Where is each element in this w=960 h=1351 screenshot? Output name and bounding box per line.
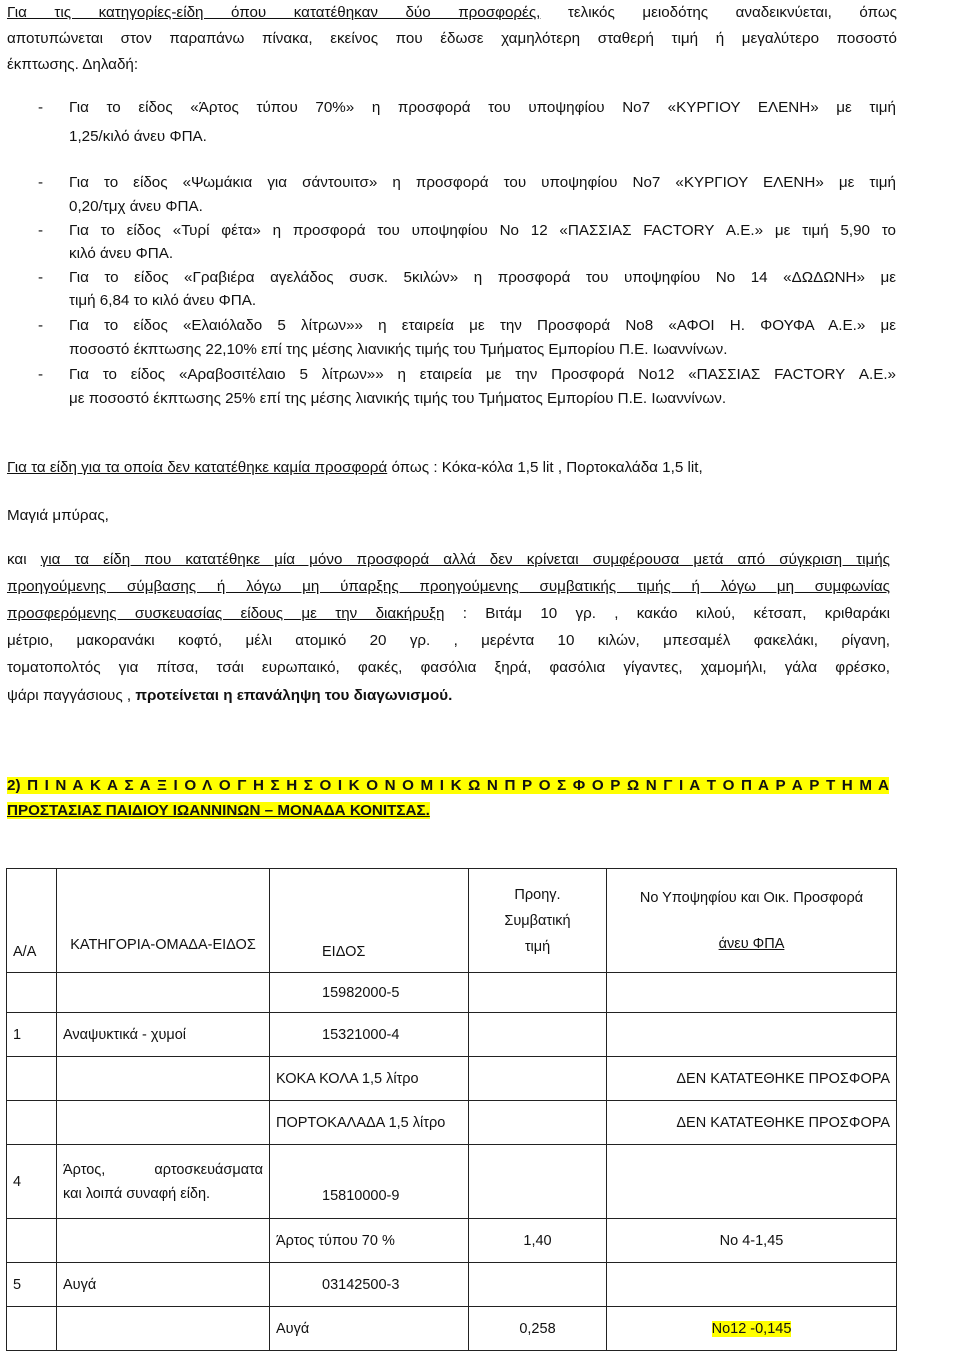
bullet-6-line-2: με ποσοστό έκπτωσης 25% επί της μέσης λιανικής τιμής του Τμήματος Εμπορίου Π.Ε. Ιωαννίνων. <box>69 390 727 407</box>
offer-value: ΔΕΝ ΚΑΤΑΤΕΘΗΚΕ ΠΡΟΣΦΟΡΑ <box>607 1101 897 1145</box>
bullet-6-line-1: Για το είδος «Αραβοσιτέλαιο 5 λίτρων»» η εταιρεία με την Προσφορά Νο12 «ΠΑΣΣΙΑΣ FACTORY Α.Ε.» <box>69 366 896 383</box>
one-offer-line-6: ψάρι παγγάσιους , προτείνεται η επανάληψη του διαγωνισμού. <box>7 687 453 704</box>
table-header-row <box>7 869 897 973</box>
bullet-1-line-2: 1,25/κιλό άνευ ΦΠΑ. <box>69 128 207 145</box>
group-number: 5 <box>7 1263 57 1307</box>
bullet-dash-6: - <box>38 366 44 383</box>
bullet-2-line-1: Για το είδος «Ψωμάκια για σάντουιτσ» η προσφορά του υποψηφίου Νο7 «ΚΥΡΓΙΟΥ ΕΛΕΝΗ» με τιμή <box>69 174 896 191</box>
offer-value: ΔΕΝ ΚΑΤΑΤΕΘΗΚΕ ΠΡΟΣΦΟΡΑ <box>607 1057 897 1101</box>
bullet-dash-4: - <box>38 269 44 286</box>
table-row <box>7 1145 897 1219</box>
one-offer-line-3: προσφερόμενης συσκευασίας είδους με την διακήρυξη : Βιτάμ 10 γρ. , κακάο κιλού, κέτσαπ, κριθαράκι <box>7 605 891 622</box>
group-number: 1 <box>7 1013 57 1057</box>
group-number: 4 <box>7 1145 57 1219</box>
one-offer-line-5: τοματοπολτός για πίτσα, τσάι ευρωπαικό, φακές, φασόλια ξηρά, φασόλια γίγαντες, χαμομήλι, γάλα φρέσκο, <box>7 659 890 676</box>
table-row <box>7 1057 897 1101</box>
no-offer-line-1: Για τα είδη για τα οποία δεν κατατέθηκε καμία προσφορά όπως : Κόκα-κόλα 1,5 lit , Πορτοκαλάδα 1,5 lit, <box>7 459 703 476</box>
bullet-dash-2: - <box>38 174 44 191</box>
header-offer: Νο Υποψηφίου και Οικ. Προσφορά άνευ ΦΠΑ <box>607 869 897 973</box>
one-offer-underlined-3: προσφερόμενης συσκευασίας είδους με την διακήρυξη <box>7 605 445 622</box>
one-offer-underlined-1: για τα είδη που κατατέθηκε μία μόνο προσφορά αλλά δεν κρίνεται συμφέρουσα μετά από σύγκριση τιμής <box>40 551 890 568</box>
item-name: ΠΟΡΤΟΚΑΛΑΔΑ 1,5 λίτρο <box>270 1101 469 1145</box>
table-row <box>7 1263 897 1307</box>
table-row <box>7 1101 897 1145</box>
cpv-code: 15321000-4 <box>270 1013 469 1057</box>
intro-line-2: αποτυπώνεται στον παραπάνω πίνακα, εκείνος που έδωσε χαμηλότερη σταθερή τιμή ή μεγαλύτερο ποσοστό <box>7 30 897 47</box>
header-category: ΚΑΤΗΓΟΡΙΑ-ΟΜΑΔΑ-ΕΙΔΟΣ <box>57 869 270 973</box>
cpv-code: 03142500-3 <box>270 1263 469 1307</box>
item-name: ΚΟΚΑ ΚΟΛΑ 1,5 λίτρο <box>270 1057 469 1101</box>
prev-price: 1,40 <box>469 1219 607 1263</box>
header-aa: Α/Α <box>7 869 57 973</box>
bullet-5-line-1: Για το είδος «Ελαιόλαδο 5 λίτρων»» η εταιρεία με την Προσφορά Νο8 «ΑΦΟΙ Η. ΦΟΥΦΑ Α.Ε.» με <box>69 317 896 334</box>
bullet-2-line-2: 0,20/τμχ άνευ ΦΠΑ. <box>69 198 203 215</box>
section-title-line-1: 2) Π Ι Ν Α Κ Α Σ Α Ξ Ι Ο Λ Ο Γ Η Σ Η Σ Ο Ι Κ Ο Ν Ο Μ Ι Κ Ω Ν Π Ρ Ο Σ Φ Ο Ρ Ω Ν Γ Ι Α Τ Ο Π Α Ρ Α Ρ Τ Η Μ Α <box>7 777 889 794</box>
prev-price: 0,258 <box>469 1307 607 1351</box>
offers-table <box>6 868 897 1351</box>
item-name: Αυγά <box>270 1307 469 1351</box>
table-row <box>7 1307 897 1351</box>
group-category: Άρτος, αρτοσκευάσματα και λοιπά συναφή είδη. <box>57 1145 270 1219</box>
offer-value: Νο 4-1,45 <box>607 1219 897 1263</box>
bullet-dash-3: - <box>38 222 44 239</box>
intro-line-3: έκπτωσης. Δηλαδή: <box>7 56 139 73</box>
bullet-3-line-1: Για το είδος «Τυρί φέτα» η προσφορά του υποψηφίου Νο 12 «ΠΑΣΣΙΑΣ FACTORY Α.Ε.» με τιμή 5,90 το <box>69 222 896 239</box>
bullet-4-line-2: τιμή 6,84 το κιλό άνευ ΦΠΑ. <box>69 292 257 309</box>
bullet-5-line-2: ποσοστό έκπτωσης 22,10% επί της μέσης λιανικής τιμής του Τμήματος Εμπορίου Π.Ε. Ιωαννίνων. <box>69 341 728 358</box>
no-offer-line-2: Μαγιά μπύρας, <box>7 507 109 524</box>
offer-value <box>607 1307 897 1351</box>
header-item: ΕΙΔΟΣ <box>270 869 469 973</box>
intro-underlined: Για τις κατηγορίες-είδη όπου κατατέθηκαν δύο προσφορές, <box>7 4 541 21</box>
bullet-1-line-1: Για το είδος «Άρτος τύπου 70%» η προσφορά του υποψηφίου Νο7 «ΚΥΡΓΙΟΥ ΕΛΕΝΗ» με τιμή <box>69 99 896 116</box>
header-prev-price: Προηγ. Συμβατική τιμή <box>469 869 607 973</box>
no-offer-underlined: Για τα είδη για τα οποία δεν κατατέθηκε καμία προσφορά <box>7 459 388 476</box>
bullet-4-line-1: Για το είδος «Γραβιέρα αγελάδος συσκ. 5κιλών» η προσφορά του υποψηφίου Νο 14 «ΔΩΔΩΝΗ» με <box>69 269 896 286</box>
section-title-line-2: ΠΡΟΣΤΑΣΙΑΣ ΠΑΙΔΙΟΥ ΙΩΑΝΝΙΝΩΝ – ΜΟΝΑΔΑ ΚΟΝΙΤΣΑΣ. <box>7 802 430 819</box>
bullet-dash-5: - <box>38 317 44 334</box>
item-name: Άρτος τύπου 70 % <box>270 1219 469 1263</box>
repeat-tender-statement: προτείνεται η επανάληψη του διαγωνισμού. <box>135 687 453 704</box>
group-category: Αυγά <box>57 1263 270 1307</box>
one-offer-line-2: προηγούμενης σύμβασης ή λόγω μη ύπαρξης προηγούμενης συμβατικής τιμής ή λόγω μη συμφωνίας <box>7 578 890 595</box>
highlighted-offer: Νο12 -0,145 <box>711 1320 792 1337</box>
bullet-dash-1: - <box>38 99 44 116</box>
bullet-3-line-2: κιλό άνευ ΦΠΑ. <box>69 245 174 262</box>
cpv-code: 15982000-5 <box>270 973 469 1013</box>
one-offer-line-1: και για τα είδη που κατατέθηκε μία μόνο προσφορά αλλά δεν κρίνεται συμφέρουσα μετά από σύγκριση τιμής <box>7 551 890 568</box>
cpv-code: 15810000-9 <box>270 1145 469 1219</box>
table-row <box>7 973 897 1013</box>
intro-line-1: Για τις κατηγορίες-είδη όπου κατατέθηκαν δύο προσφορές, τελικός μειοδότης αναδεικνύεται, όπως <box>7 4 897 21</box>
one-offer-line-4: μέτριο, μακορανάκι κοφτό, μέλι ατομικό 20 γρ. , μερέντα 10 κιλών, μπεσαμέλ φακελάκι, ρίγανη, <box>7 632 890 649</box>
table-row <box>7 1219 897 1263</box>
group-category: Αναψυκτικά - χυμοί <box>57 1013 270 1057</box>
table-row <box>7 1013 897 1057</box>
